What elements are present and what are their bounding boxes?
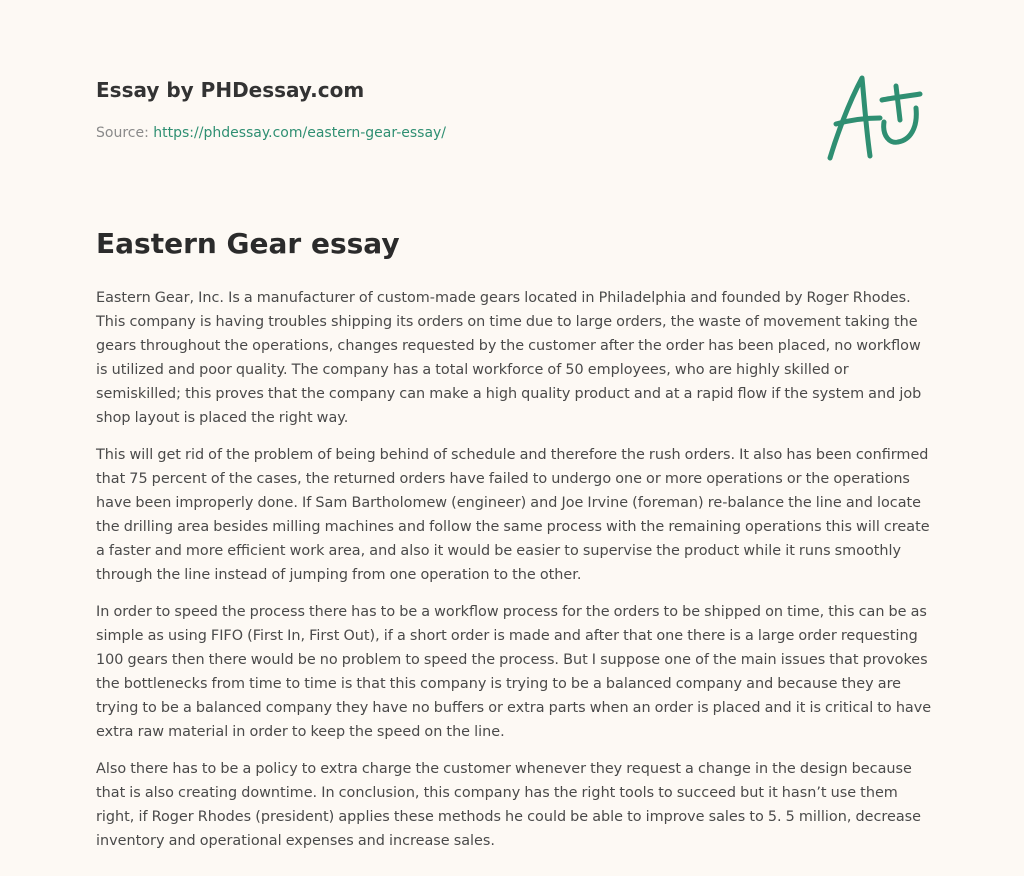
source-label: Source: — [96, 125, 149, 141]
essay-paragraph: In order to speed the process there has to be a workflow process for the orders to be shipped on time, this can be as simple as using FIFO (First In, First Out), if a short order is made and after that one there is a large order requesting 100 gears then there would be no problem to speed the process. But I suppose one of the main issues that provokes the bottlenecks from time to time is that this company is trying to be a balanced company and because they are trying to be a balanced company they have no buffers or extra parts when an order is placed and it is critical to have extra raw material in order to keep the speed on the line. — [96, 604, 932, 740]
site-title: Essay by PHDessay.com — [96, 78, 365, 102]
essay-paragraph: This will get rid of the problem of being behind of schedule and therefore the rush orders. It also has been confirmed that 75 percent of the cases, the returned orders have failed to undergo one or more operations or the operations have been improperly done. If Sam Bartholomew (engineer) and Joe Irvine (foreman) re-balance the line and locate the drilling area besides milling machines and follow the same process with the remaining operations this will create a faster and more efficient work area, and also it would be easier to supervise the product while it runs smoothly through the line instead of jumping from one operation to the other. — [96, 447, 930, 583]
source-line — [96, 123, 936, 143]
a-plus-grade-icon — [822, 68, 932, 168]
essay-paragraph: Eastern Gear, Inc. Is a manufacturer of custom-made gears located in Philadelphia and founded by Roger Rhodes. This company is having troubles shipping its orders on time due to large orders, the waste of movement taking the gears throughout the operations, changes requested by the customer after the order has been placed, no workflow is utilized and poor quality. The company has a total workforce of 50 employees, who are highly skilled or semiskilled; this proves that the company can make a high quality product and at a rapid flow if the system and job shop layout is placed the right way. — [96, 290, 922, 426]
essay-title: Eastern Gear essay — [96, 227, 400, 260]
essay-body — [96, 224, 932, 866]
essay-paragraph: Also there has to be a policy to extra charge the customer whenever they request a change in the design because that is also creating downtime. In conclusion, this company has the right tools to succeed but it hasn’t use them right, if Roger Rhodes (president) applies these methods he could be able to improve sales to 5. 5 million, decrease inventory and operational expenses and increase sales. — [96, 761, 922, 849]
page-header — [96, 74, 936, 143]
source-link[interactable]: https://phdessay.com/eastern-gear-essay/ — [153, 125, 447, 141]
